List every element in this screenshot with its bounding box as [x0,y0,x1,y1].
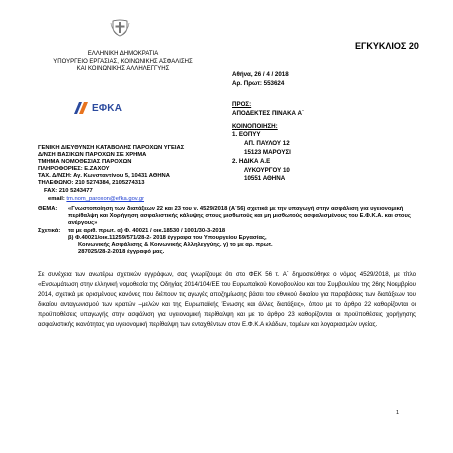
cc-line: ΛΥΚΟΥΡΓΟΥ 10 [244,166,290,174]
body-paragraph: Σε συνέχεια των ανωτέρω σχετικών εγγράφων, σας γνωρίζουμε ότι στο ΦΕΚ 56 τ. Α΄ δημοσιεύθηκε ο νόμος 4529/2018, με τίτλο «Ενσωμάτωση στην ελληνική νομοθεσία της Οδηγίας 2014/104/ΕΕ του Ευρωπαϊκού Κοινοβουλίου και του Συμβουλίου της 26ης Νοεμβρίου 2014, σχετικά με ορισμένους κανόνες που διέπουν τις αγωγές αποζημίωσης βάσει του εθνικού δικαίου για παραβάσεις των διατάξεων του δικαίου ανταγωνισμού των κρατών –μελών και της Ευρωπαϊκής Ένωσης και άλλες διατάξεις», όπου με το άρθρο 22 καθορίζονται οι προϋποθέσεις υπαγωγής στην ασφάλιση για υγειονομική περίθαλψη και με το άρθρο 23 καθορίζονται οι προϋποθέσεις χορήγησης ασφαλιστικής ικανότητας για υγειονομική περίθαλψη των ενταχθέντων στον Ε.Φ.Κ.Α κλάδων, τομέων και λογαριασμών υγείας. [38,271,416,328]
ministry-line: ΥΠΟΥΡΓΕΙΟ ΕΡΓΑΣΙΑΣ, ΚΟΙΝΩΝΙΚΗΣ ΑΣΦΑΛΙΣΗΣ [53,58,193,65]
ministry-header [38,51,208,74]
related-line: Κοινωνικής Ασφάλισης & Κοινωνικής Αλληλεγγύης. γ) το με αρ. πρωτ. [78,242,273,249]
logo-text: ΕΦΚΑ [92,102,123,114]
ministry-line: ΕΛΛΗΝΙΚΗ ΔΗΜΟΚΡΑΤΙΑ [87,51,159,57]
department-line: ΤΗΛΕΦΩΝΟ: 210 5274384, 2105274313 [38,180,145,187]
related-line: β) Φ.40021/οικ.11259/571/28-2- 2018 έγγραφα του Υπουργείου Εργασίας, [68,234,267,241]
protocol-number: Αρ. Πρωτ: 553624 [232,79,285,87]
department-line: FAX: 210 5243477 [44,187,93,194]
page-number: 1 [396,410,400,416]
department-line: ΤΜΗΜΑ ΝΟΜΟΘΕΣΙΑΣ ΠΑΡΟΧΩΝ [38,159,132,166]
greek-coat-of-arms-icon [110,17,130,37]
email-line [38,196,144,202]
department-block [38,145,184,195]
related-list [68,228,273,257]
cc-label: ΚΟΙΝΟΠΟΙΗΣΗ: [232,122,278,130]
department-line: ΓΕΝΙΚΗ ΔΙΕΥΘΥΝΣΗ ΚΑΤΑΒΟΛΗΣ ΠΑΡΟΧΩΝ ΥΓΕΙΑΣ [38,145,185,151]
related-row [38,228,418,257]
circular-number: ΕΓΚΥΚΛΙΟΣ 20 [355,41,419,51]
related-line: 287025/28-2-2018 έγγραφό μας. [78,249,165,256]
to-value: ΑΠΟΔΕΚΤΕΣ ΠΙΝΑΚΑ Α΄ [232,109,305,117]
cc-line: 1. ΕΟΠΥΥ [232,131,261,139]
subject-text: «Γνωστοποίηση των διατάξεων 22 και 23 του ν. 4529/2018 (Α΄56) σχετικά με την υπαγωγή στην ασφάλιση για υγειονομική περίθαλψη και Χορήγηση ασφαλιστικής κάλυψης στους μισθωτούς και μη μισθωτούς ασφαλισμένους του Ε.Φ.Κ.Α. και στους ανέργους» [68,206,411,227]
efka-logo [73,101,122,115]
department-line: Δ/ΝΣΗ ΒΑΣΙΚΩΝ ΠΑΡΟΧΩΝ ΣΕ ΧΡΗΜΑ [38,152,147,159]
cc-line: 10551 ΑΘΗΝΑ [244,175,286,183]
ministry-line: ΚΑΙ ΚΟΙΝΩΝΙΚΗΣ ΑΛΛΗΛΕΓΓΥΗΣ [76,66,170,73]
recipients-block [232,101,304,184]
subject-row [38,206,418,228]
cc-line: 15123 ΜΑΡΟΥΣΙ [244,148,291,156]
related-label: Σχετικά: [38,227,61,234]
date-block [232,71,289,89]
document-date: Αθήνα, 26 / 4 / 2018 [232,71,289,78]
email-link[interactable]: tm.nom_paroxon@efka.gov.gr [66,196,145,202]
to-label: ΠΡΟΣ: [232,101,252,108]
efka-logo-icon [73,101,89,115]
email-label: email: [48,196,65,202]
department-line: ΤΑΧ. Δ/ΝΣΗ: Αγ. Κωνσταντίνου 5, 10431 ΑΘΗΝΑ [38,173,170,180]
department-line: ΠΛΗΡΟΦΟΡΙΕΣ: Ε.ΖΑΧΟΥ [38,166,110,173]
subject-label: ΘΕΜΑ: [38,206,58,212]
subject-block [38,206,418,256]
cc-line: 2. ΗΔΙΚΑ Α.Ε [232,157,271,165]
related-line: τα με αριθ. πρωτ. α) Φ. 40021 / οικ.18530 / 1001/30-3-2018 [68,227,226,234]
cc-line: ΑΠ. ΠΑΥΛΟΥ 12 [244,140,290,148]
